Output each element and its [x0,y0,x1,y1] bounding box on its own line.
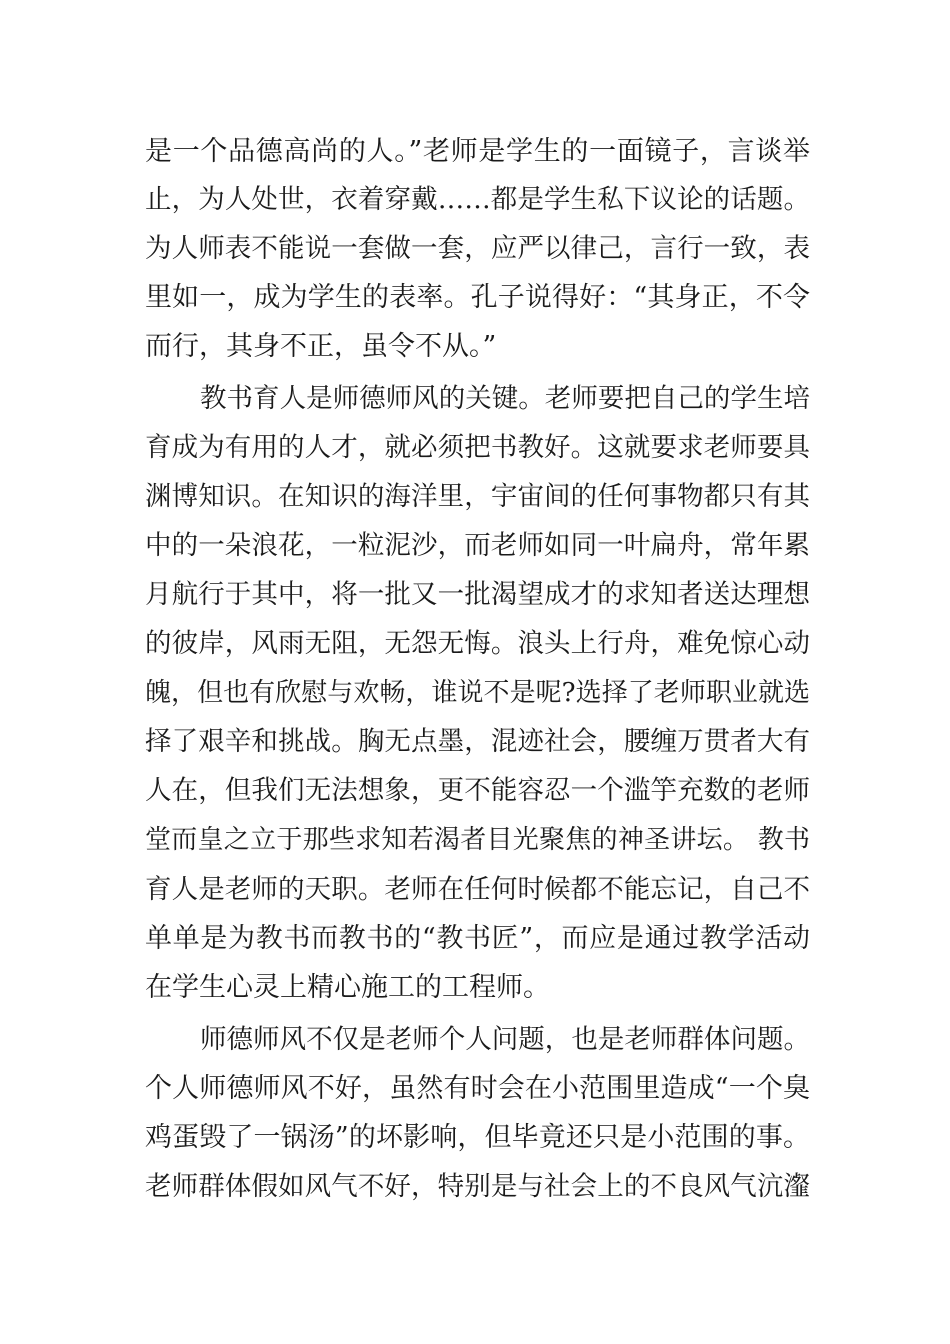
text-line: 择了艰辛和挑战。胸无点墨，混迹社会，腰缠万贯者大有 [145,726,810,757]
text-line: 渊博知识。在知识的海洋里，宇宙间的任何事物都只有其 [145,481,810,512]
text-line: 月航行于其中，将一批又一批渴望成才的求知者送达理想 [145,579,810,610]
text-line: 中的一朵浪花，一粒泥沙，而老师如同一叶扁舟，常年累 [145,530,810,561]
text-line: 为人师表不能说一套做一套，应严以律己，言行一致，表 [145,233,810,264]
text-line: 单单是为教书而教书的“教书匠”，而应是通过教学活动 [145,923,810,954]
text-line: 魄，但也有欣慰与欢畅，谁说不是呢?选择了老师职业就选 [145,678,810,708]
text-line: 育人是老师的天职。老师在任何时候都不能忘记，自己不 [145,874,810,905]
paragraph-first-line: 师德师风不仅是老师个人问题，也是老师群体问题。 [200,1024,810,1055]
text-line: 堂而皇之立于那些求知若渴者目光聚焦的神圣讲坛。 教书 [145,825,810,855]
text-line: 个人师德师风不好，虽然有时会在小范围里造成“一个臭 [145,1073,810,1104]
paragraph-first-line: 教书育人是师德师风的关键。老师要把自己的学生培 [200,383,810,414]
text-line: 在学生心灵上精心施工的工程师。 [145,972,550,1003]
text-line: 鸡蛋毁了一锅汤”的坏影响，但毕竟还只是小范围的事。 [145,1122,810,1153]
text-line: 是一个品德高尚的人。”老师是学生的一面镜子，言谈举 [145,136,810,167]
text-line: 而行，其身不正，虽令不从。” [145,331,497,362]
text-line: 里如一，成为学生的表率。孔子说得好：“其身正，不令 [145,282,810,313]
text-line: 老师群体假如风气不好，特别是与社会上的不良风气沆瀣 [145,1171,810,1202]
text-line: 人在，但我们无法想象，更不能容忍一个滥竽充数的老师 [145,775,810,806]
text-line: 的彼岸，风雨无阻，无怨无悔。浪头上行舟，难免惊心动 [145,628,810,659]
text-line: 止，为人处世，衣着穿戴……都是学生私下议论的话题。 [145,184,810,215]
text-line: 育成为有用的人才，就必须把书教好。这就要求老师要具 [145,432,810,463]
